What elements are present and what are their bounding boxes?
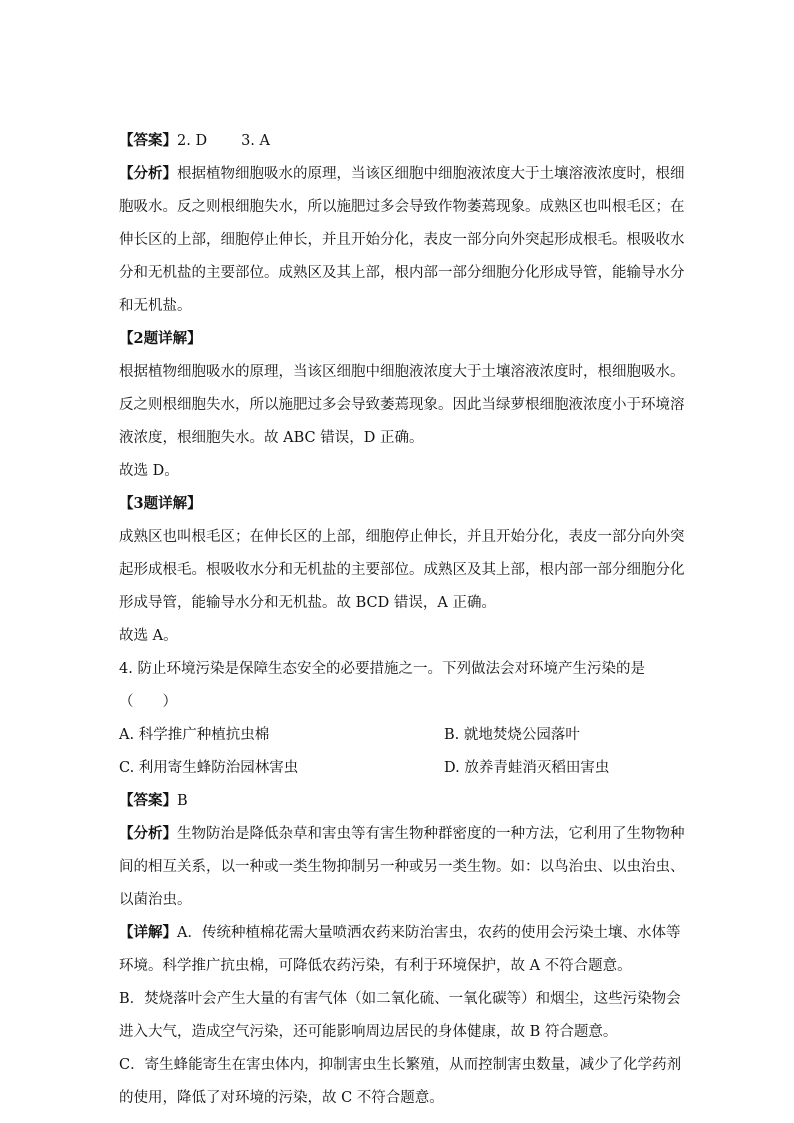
question4-analysis-line-2: 间的相互关系，以一种或一类生物抑制另一种或另一类生物。如：以鸟治虫、以虫治虫、: [119, 859, 685, 875]
question4-blank: （ ）: [119, 694, 177, 710]
question4-analysis-line-1: [119, 824, 685, 844]
answer-3: 3. A: [241, 133, 270, 149]
answer-2: 2. D: [177, 133, 208, 149]
question4-analysis-tag: 【分析】: [119, 825, 177, 842]
q3-detail-line-3: 形成导管，能输导水分和无机盐。故 BCD 错误，A 正确。: [119, 595, 496, 611]
analysis-line-5: 和无机盐。: [119, 298, 192, 314]
question4-detail-tag: 【详解】: [119, 924, 177, 941]
answer-tag: 【答案】: [119, 132, 177, 149]
question4-stem: 4. 防止环境污染是保障生态安全的必要措施之一。下列做法会对环境产生污染的是: [119, 661, 645, 677]
q2-detail-line-3: 液浓度，根细胞失水。故 ABC 错误，D 正确。: [119, 430, 424, 446]
analysis-line-4: 分和无机盐的主要部位。成熟区及其上部，根内部一部分细胞分化形成导管，能输导水分: [119, 265, 685, 281]
q2-detail-heading: 【2题详解】: [119, 330, 202, 347]
q3-choice: 故选 A。: [119, 628, 178, 644]
q2-choice: 故选 D。: [119, 463, 179, 479]
analysis-line-2: 胞吸水。反之则根细胞失水，所以施肥过多会导致作物萎蔫现象。成熟区也叫根毛区；在: [119, 199, 685, 215]
analysis-tag: 【分析】: [119, 165, 177, 182]
question4-option-b: B. 就地焚烧公园落叶: [444, 727, 580, 743]
q3-detail-heading: 【3题详解】: [119, 495, 202, 512]
question4-detail-line-1: [119, 923, 680, 943]
question4-option-a: A. 科学推广种植抗虫棉: [119, 727, 270, 743]
question4-option-c: C. 利用寄生蜂防治园林害虫: [119, 760, 299, 776]
q2-detail-line-2: 反之则根细胞失水，所以施肥过多会导致萎蔫现象。因此当绿萝根细胞液浓度小于环境溶: [119, 397, 685, 413]
question4-analysis-text: 生物防治是降低杂草和害虫等有害生物种群密度的一种方法，它利用了生物物种: [177, 826, 685, 842]
analysis-text: 根据植物细胞吸水的原理，当该区细胞中细胞液浓度大于土壤溶液浓度时，根细: [177, 166, 685, 182]
question4-answer-line: [119, 791, 188, 811]
question4-detail-line-5: C．寄生蜂能寄生在害虫体内，抑制害虫生长繁殖，从而控制害虫数量，减少了化学药剂: [119, 1057, 682, 1073]
q3-detail-line-1: 成熟区也叫根毛区；在伸长区的上部，细胞停止伸长，并且开始分化，表皮一部分向外突: [119, 529, 685, 545]
q2-detail-line-1: 根据植物细胞吸水的原理，当该区细胞中细胞液浓度大于土壤溶液浓度时，根细胞吸水。: [119, 364, 685, 380]
question4-answer-tag: 【答案】: [119, 792, 177, 809]
question4-detail-line-6: 的使用，降低了对环境的污染，故 C 不符合题意。: [119, 1090, 444, 1106]
question4-answer: B: [177, 793, 188, 809]
analysis-line-3: 伸长区的上部，细胞停止伸长，并且开始分化，表皮一部分向外突起形成根毛。根吸收水: [119, 232, 685, 248]
analysis-line-1: [119, 164, 685, 184]
question4-detail-text: A．传统种植棉花需大量喷洒农药来防治害虫，农药的使用会污染土壤、水体等: [177, 925, 681, 941]
question4-analysis-line-3: 以菌治虫。: [119, 892, 192, 908]
answer-line: [119, 131, 270, 151]
question4-detail-line-2: 环境。科学推广抗虫棉，可降低农药污染，有利于环境保护，故 A 不符合题意。: [119, 958, 632, 974]
question4-detail-line-3: B．焚烧落叶会产生大量的有害气体（如二氧化硫、一氧化碳等）和烟尘，这些污染物会: [119, 991, 681, 1007]
q3-detail-line-2: 起形成根毛。根吸收水分和无机盐的主要部位。成熟区及其上部，根内部一部分细胞分化: [119, 562, 685, 578]
question4-detail-line-4: 进入大气，造成空气污染，还可能影响周边居民的身体健康，故 B 符合题意。: [119, 1024, 618, 1040]
question4-option-d: D. 放养青蛙消灭稻田害虫: [444, 760, 610, 776]
